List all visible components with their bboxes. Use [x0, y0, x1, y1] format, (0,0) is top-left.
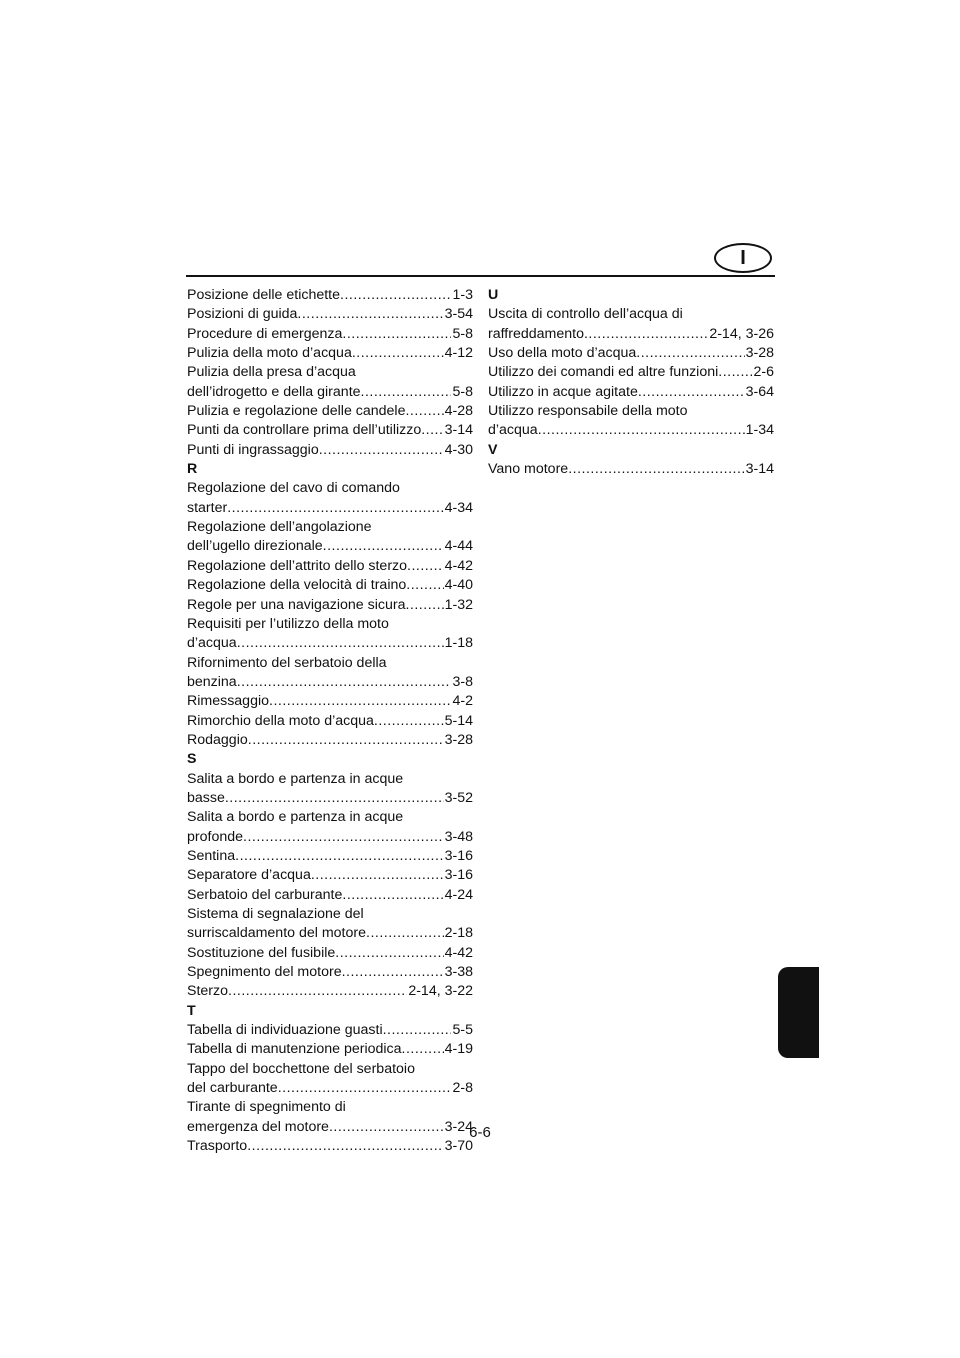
index-entry-text: benzina [187, 673, 237, 690]
index-entry-text: surriscaldamento del motore [187, 925, 366, 942]
dot-leader [342, 325, 451, 344]
index-entry-page: 3-28 [745, 345, 774, 362]
index-entry-text: emergenza del motore [187, 1118, 329, 1135]
index-entry [187, 537, 473, 556]
index-entry-page: 4-2 [452, 693, 473, 710]
dot-leader [718, 363, 752, 382]
index-entry-page: 4-12 [444, 345, 473, 362]
index-entry-text: Serbatoio del carburante [187, 886, 343, 903]
index-letter-heading: R [187, 461, 198, 478]
index-entry-text: Sterzo [187, 983, 229, 1000]
index-entry-text: dell’idrogetto e della girante [187, 383, 361, 400]
dot-leader [584, 325, 708, 344]
dot-leader [228, 982, 407, 1001]
index-entry-text: Pulizia della moto d’acqua [187, 345, 352, 362]
index-column-right [488, 286, 774, 479]
section-tab [778, 967, 819, 1058]
index-entry [488, 383, 774, 402]
dot-leader [243, 828, 444, 847]
index-entry-page: 2-14, 3-22 [408, 983, 473, 1000]
index-entry [187, 847, 473, 866]
index-entry [488, 344, 774, 363]
index-entry [187, 325, 473, 344]
index-entry-text: Sentina [187, 847, 236, 864]
index-entry [187, 828, 473, 847]
index-entry-continued: Regolazione dell’angolazione [187, 519, 372, 536]
index-entry-text: Rodaggio [187, 731, 248, 748]
index-entry-text: del carburante [187, 1080, 278, 1097]
index-column-left [187, 286, 473, 1156]
index-entry [488, 363, 774, 382]
index-letter-heading: U [488, 287, 499, 303]
index-entry [187, 383, 473, 402]
index-entry-text: dell’ugello direzionale [187, 538, 323, 555]
index-entry-text: Regolazione dell’attrito dello sterzo [187, 557, 408, 574]
index-entry [187, 712, 473, 731]
page-number: 6-6 [469, 1124, 491, 1141]
dot-leader [405, 402, 443, 421]
index-entry-text: Separatore d’acqua [187, 867, 311, 884]
index-entry-continued: Tirante di spegnimento di [187, 1099, 346, 1116]
index-entry [488, 325, 774, 344]
index-entry-text: Posizioni di guida [187, 306, 298, 323]
dot-leader [278, 1079, 452, 1098]
index-entry-text: Spegnimento del motore [187, 964, 342, 981]
header-rule [186, 275, 775, 277]
dot-leader [227, 499, 443, 518]
index-entry-page: 5-14 [444, 712, 473, 729]
index-entry-page: 5-8 [452, 325, 473, 342]
dot-leader [405, 596, 443, 615]
dot-leader [638, 383, 745, 402]
index-entry-text: starter [187, 499, 228, 516]
index-entry-text: Vano motore [488, 461, 569, 478]
index-entry-continued: Salita a bordo e partenza in acque [187, 809, 404, 826]
index-entry-page: 5-5 [452, 1022, 473, 1039]
index-entry [488, 421, 774, 440]
index-entry-page: 1-18 [444, 635, 473, 652]
index-entry [187, 499, 473, 518]
index-entry-page: 3-54 [444, 306, 473, 323]
dot-leader [352, 344, 444, 363]
index-entry-page: 2-14, 3-26 [709, 325, 774, 342]
index-entry [187, 441, 473, 460]
index-entry-page: 3-28 [444, 731, 473, 748]
index-entry-continued: Uscita di controllo dell’acqua di [488, 306, 683, 323]
index-entry-text: d’acqua [187, 635, 237, 652]
index-entry-text: Sostituzione del fusibile [187, 944, 336, 961]
index-entry-continued: Salita a bordo e partenza in acque [187, 770, 404, 787]
dot-leader [407, 557, 444, 576]
index-entry-page: 3-48 [444, 828, 473, 845]
index-entry-page: 2-8 [452, 1080, 473, 1097]
index-entry-continued: Requisiti per l’utilizzo della moto [187, 615, 389, 632]
dot-leader [636, 344, 744, 363]
dot-leader [568, 460, 744, 479]
index-entry [187, 673, 473, 692]
index-entry-page: 3-8 [452, 673, 473, 690]
dot-leader [361, 383, 452, 402]
dot-leader [225, 789, 444, 808]
index-entry-page: 2-18 [444, 925, 473, 942]
dot-leader [237, 634, 444, 653]
index-letter-heading: V [488, 441, 498, 458]
index-entry-page: 3-64 [745, 383, 774, 400]
dot-leader [342, 963, 444, 982]
dot-leader [297, 305, 443, 324]
dot-leader [374, 712, 444, 731]
index-entry-page: 1-3 [452, 287, 473, 303]
index-entry-page: 3-14 [444, 422, 473, 439]
index-entry [488, 460, 774, 479]
index-entry [187, 982, 473, 1001]
index-entry-text: d’acqua [488, 422, 538, 439]
dot-leader [323, 537, 444, 556]
index-entry [187, 305, 473, 324]
index-entry-page: 4-34 [444, 499, 473, 516]
dot-leader [319, 441, 444, 460]
dot-leader [237, 673, 452, 692]
index-entry-text: Trasporto [187, 1138, 248, 1155]
index-entry-text: Regolazione della velocità di traino [187, 577, 407, 594]
index-entry [187, 789, 473, 808]
index-entry-text: Uso della moto d’acqua [488, 345, 637, 362]
index-entry-text: raffreddamento [488, 325, 584, 342]
index-entry-continued: Pulizia della presa d’acqua [187, 364, 356, 381]
index-entry [187, 1021, 473, 1040]
dot-leader [383, 1021, 452, 1040]
index-entry-text: Rimessaggio [187, 693, 270, 710]
index-entry-text: Procedure di emergenza [187, 325, 343, 342]
index-entry-page: 3-38 [444, 964, 473, 981]
dot-leader [269, 692, 451, 711]
index-entry-continued: Sistema di segnalazione del [187, 906, 364, 922]
dot-leader [340, 286, 451, 305]
index-letter-heading: T [187, 1002, 196, 1019]
dot-leader [235, 847, 443, 866]
dot-leader [406, 576, 443, 595]
index-entry-page: 4-42 [444, 557, 473, 574]
index-entry [187, 402, 473, 421]
dot-leader [366, 924, 444, 943]
dot-leader [402, 1040, 444, 1059]
index-entry [187, 944, 473, 963]
index-entry-page: 4-44 [444, 538, 473, 555]
index-entry-page: 4-42 [444, 944, 473, 961]
index-entry [187, 286, 473, 305]
index-entry-continued: Tappo del bocchettone del serbatoio [187, 1060, 415, 1077]
index-entry [187, 963, 473, 982]
index-entry-continued: Utilizzo responsabile della moto [488, 403, 688, 420]
index-entry-text: Utilizzo in acque agitate [488, 383, 638, 400]
index-entry-page: 3-16 [444, 867, 473, 884]
index-entry [187, 634, 473, 653]
index-entry-text: Tabella di individuazione guasti [187, 1022, 383, 1039]
dot-leader [335, 944, 443, 963]
index-entry [187, 421, 473, 440]
index-entry [187, 886, 473, 905]
dot-leader [248, 731, 444, 750]
index-entry-page: 3-16 [444, 847, 473, 864]
index-entry-text: Rimorchio della moto d’acqua [187, 712, 374, 729]
index-entry-continued: Rifornimento del serbatoio della [187, 654, 387, 671]
index-entry [187, 557, 473, 576]
index-entry [187, 344, 473, 363]
index-entry-page: 4-28 [444, 403, 473, 420]
index-entry-text: Punti di ingrassaggio [187, 441, 319, 458]
index-entry-page: 1-32 [444, 596, 473, 613]
dot-leader [311, 866, 444, 885]
index-entry-page: 3-70 [444, 1138, 473, 1155]
index-entry [187, 1079, 473, 1098]
index-entry-page: 2-6 [753, 364, 774, 381]
index-entry-page: 5-8 [452, 383, 473, 400]
index-entry [187, 1040, 473, 1059]
index-entry [187, 576, 473, 595]
index-entry-page: 3-52 [444, 789, 473, 806]
index-entry [187, 924, 473, 943]
index-entry-text: Pulizia e regolazione delle candele [187, 403, 406, 420]
index-entry-page: 3-24 [444, 1118, 473, 1135]
index-entry [187, 692, 473, 711]
index-entry-page: 1-34 [745, 422, 774, 439]
index-entry-text: profonde [187, 828, 244, 845]
language-badge: I [714, 243, 772, 273]
index-entry-text: Utilizzo dei comandi ed altre funzioni [488, 364, 719, 381]
index-entry-text: basse [187, 789, 225, 806]
index-entry-continued: Regolazione del cavo di comando [187, 480, 400, 497]
index-entry-page: 4-30 [444, 441, 473, 458]
index-entry-page: 4-19 [444, 1041, 473, 1058]
index-letter-heading: S [187, 751, 197, 768]
index-entry [187, 866, 473, 885]
dot-leader [421, 421, 443, 440]
dot-leader [342, 886, 443, 905]
index-entry [187, 731, 473, 750]
dot-leader [538, 421, 745, 440]
index-entry-page: 3-14 [745, 461, 774, 478]
index-entry-page: 4-24 [444, 886, 473, 903]
index-entry-text: Regole per una navigazione sicura [187, 596, 406, 613]
index-entry-text: Punti da controllare prima dell’utilizzo [187, 422, 422, 439]
index-entry-page: 4-40 [444, 577, 473, 594]
index-entry-text: Posizione delle etichette [187, 287, 341, 303]
index-entry [187, 596, 473, 615]
index-entry-text: Tabella di manutenzione periodica [187, 1041, 402, 1058]
